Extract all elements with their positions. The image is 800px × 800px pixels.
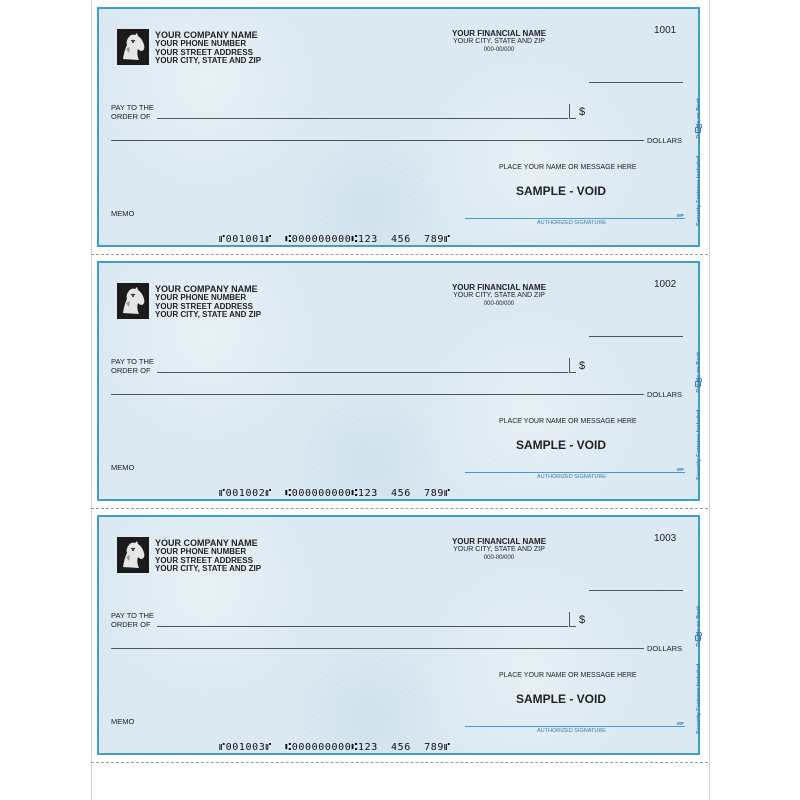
company-logo [117, 283, 149, 319]
security-features-text [696, 98, 702, 226]
company-block [155, 538, 261, 574]
signature-label: AUTHORIZED SIGNATURE [537, 728, 606, 734]
details-on-back-label: Details on Back [696, 351, 702, 393]
payee-line [157, 626, 568, 627]
order-of-text: ORDER OF [111, 365, 151, 375]
void-label: SAMPLE - VOID [516, 184, 607, 198]
micr-line: ⑈001001⑈ ⑆000000000⑆123 456 789⑈ [219, 234, 451, 245]
horse-head-icon [117, 29, 149, 65]
signature-line [465, 472, 685, 473]
bank-city: YOUR CITY, STATE AND ZIP [453, 292, 545, 299]
amount-box-corner [569, 612, 576, 627]
company-city: YOUR CITY, STATE AND ZIP [155, 310, 262, 320]
date-line [589, 82, 683, 83]
amount-box-corner [569, 358, 576, 373]
company-city: YOUR CITY, STATE AND ZIP [155, 564, 262, 574]
pay-to-text: PAY TO THE [111, 611, 154, 620]
mp-mark: MP [677, 721, 684, 726]
company-logo [117, 29, 149, 65]
company-phone: YOUR PHONE NUMBER [155, 293, 247, 302]
company-logo [117, 537, 149, 573]
signature-label: AUTHORIZED SIGNATURE [537, 220, 606, 226]
micr-line: ⑈001002⑈ ⑆000000000⑆123 456 789⑈ [219, 488, 451, 499]
mp-mark: MP [677, 467, 684, 472]
company-street: YOUR STREET ADDRESS [155, 301, 253, 311]
company-phone: YOUR PHONE NUMBER [155, 547, 247, 556]
bank-block [439, 29, 559, 54]
perforation-line [91, 254, 708, 255]
memo-label: MEMO [111, 717, 135, 726]
custom-message: PLACE YOUR NAME OR MESSAGE HERE [499, 418, 637, 425]
dollars-label: DOLLARS [647, 644, 683, 653]
bank-block [439, 283, 559, 308]
security-features-text [696, 352, 702, 480]
signature-line [465, 218, 685, 219]
horse-head-icon [117, 283, 149, 319]
pay-to-text: PAY TO THE [111, 103, 154, 112]
company-block [155, 30, 261, 66]
dollar-sign: $ [579, 106, 586, 118]
payee-line [157, 372, 568, 373]
padlock-icon [695, 381, 701, 387]
check-3 [97, 515, 700, 755]
horse-head-icon [117, 537, 149, 573]
dollars-label: DOLLARS [647, 136, 683, 145]
bank-city: YOUR CITY, STATE AND ZIP [453, 38, 545, 45]
written-amount-line [111, 140, 644, 141]
security-features-label: Security Features Included [696, 155, 702, 226]
security-sidebar [694, 323, 704, 483]
written-amount-line [111, 648, 644, 649]
bank-routing-fraction: 000-00/000 [483, 301, 515, 307]
security-sidebar [694, 577, 704, 737]
void-label: SAMPLE - VOID [516, 692, 607, 706]
micr-line: ⑈001003⑈ ⑆000000000⑆123 456 789⑈ [219, 742, 451, 753]
padlock-icon [695, 127, 701, 133]
pay-to-label [111, 612, 154, 629]
bank-routing-fraction: 000-00/000 [483, 47, 515, 53]
signature-line [465, 726, 685, 727]
company-city: YOUR CITY, STATE AND ZIP [155, 56, 262, 66]
check-number: 1001 [654, 25, 677, 36]
check-number: 1003 [654, 533, 677, 544]
security-features-label: Security Features Included [696, 409, 702, 480]
bank-name: YOUR FINANCIAL NAME [451, 283, 547, 292]
details-on-back-label: Details on Back [696, 97, 702, 139]
security-features-label: Security Features Included [696, 663, 702, 734]
company-name: YOUR COMPANY NAME [155, 30, 258, 40]
bank-routing-fraction: 000-00/000 [483, 555, 515, 561]
padlock-icon [695, 635, 701, 641]
company-block [155, 284, 261, 320]
void-label: SAMPLE - VOID [516, 438, 607, 452]
security-sidebar [694, 69, 704, 229]
pay-to-label [111, 358, 154, 375]
written-amount-line [111, 394, 644, 395]
security-features-text [696, 606, 702, 734]
signature-label: AUTHORIZED SIGNATURE [537, 474, 606, 480]
memo-label: MEMO [111, 209, 135, 218]
payee-line [157, 118, 568, 119]
company-street: YOUR STREET ADDRESS [155, 47, 253, 57]
company-name: YOUR COMPANY NAME [155, 284, 258, 294]
pay-to-label [111, 104, 154, 121]
bank-name: YOUR FINANCIAL NAME [451, 29, 547, 38]
check-1 [97, 7, 700, 247]
mp-mark: MP [677, 213, 684, 218]
bank-city: YOUR CITY, STATE AND ZIP [453, 546, 545, 553]
date-line [589, 590, 683, 591]
perforation-line [91, 508, 708, 509]
details-on-back-label: Details on Back [696, 605, 702, 647]
dollar-sign: $ [579, 614, 586, 626]
dollar-sign: $ [579, 360, 586, 372]
amount-box-corner [569, 104, 576, 119]
custom-message: PLACE YOUR NAME OR MESSAGE HERE [499, 164, 637, 171]
custom-message: PLACE YOUR NAME OR MESSAGE HERE [499, 672, 637, 679]
perforation-line [91, 762, 708, 763]
check-number: 1002 [654, 279, 677, 290]
company-street: YOUR STREET ADDRESS [155, 555, 253, 565]
pay-to-text: PAY TO THE [111, 357, 154, 366]
bank-name: YOUR FINANCIAL NAME [451, 537, 547, 546]
check-2 [97, 261, 700, 501]
date-line [589, 336, 683, 337]
memo-label: MEMO [111, 463, 135, 472]
dollars-label: DOLLARS [647, 390, 683, 399]
order-of-text: ORDER OF [111, 111, 151, 121]
order-of-text: ORDER OF [111, 619, 151, 629]
bank-block [439, 537, 559, 562]
company-phone: YOUR PHONE NUMBER [155, 39, 247, 48]
company-name: YOUR COMPANY NAME [155, 538, 258, 548]
